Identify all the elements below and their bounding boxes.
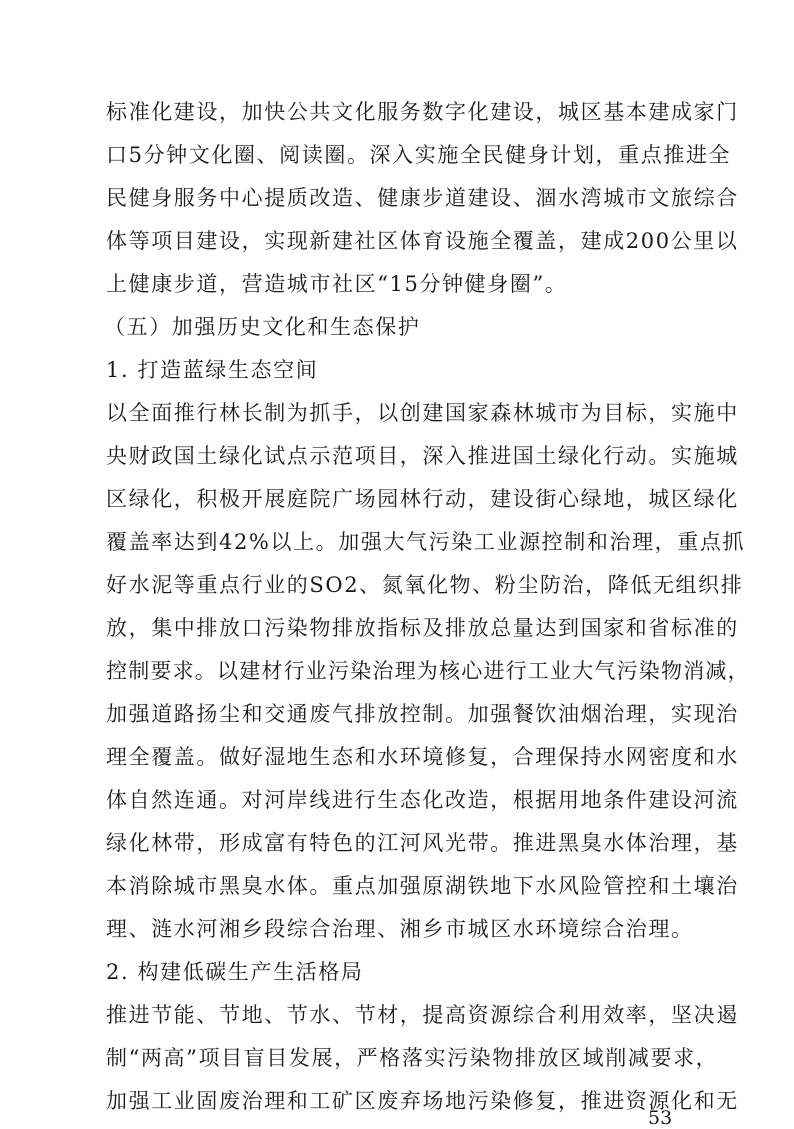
text-line: 加强道路扬尘和交通废气排放控制。加强餐饮油烟治理，实现治 [106,702,739,726]
subsection-heading: 2. 构建低碳生产生活格局 [106,960,364,984]
text-line: 标准化建设，加快公共文化服务数字化建设，城区基本建成家门 [106,100,739,124]
text-line: 绿化林带，形成富有特色的江河风光带。推进黑臭水体治理，基 [106,831,739,855]
page-number: 53 [648,1107,673,1129]
text-line: 区绿化，积极开展庭院广场园林行动，建设街心绿地，城区绿化 [106,487,739,511]
text-line: 推进节能、节地、节水、节材，提高资源综合利用效率，坚决遏 [106,1003,739,1027]
text-line: 民健身服务中心提质改造、健康步道建设、涸水湾城市文旅综合 [106,186,739,210]
text-line: 控制要求。以建材行业污染治理为核心进行工业大气污染物消减， [106,659,750,683]
subsection-heading: 1. 打造蓝绿生态空间 [106,358,319,382]
text-line: 口5分钟文化圈、阅读圈。深入实施全民健身计划，重点推进全 [106,143,732,167]
text-line: 制“两高”项目盲目发展，严格落实污染物排放区域削减要求， [106,1046,719,1070]
text-line: 本消除城市黑臭水体。重点加强原湖铁地下水风险管控和土壤治 [106,874,739,898]
text-line: 以全面推行林长制为抓手，以创建国家森林城市为目标，实施中 [106,401,739,425]
text-line: 覆盖率达到42%以上。加强大气污染工业源控制和治理，重点抓 [106,530,746,554]
text-line: 央财政国土绿化试点示范项目，深入推进国土绿化行动。实施城 [106,444,739,468]
text-line: 理全覆盖。做好湿地生态和水环境修复，合理保持水网密度和水 [106,745,739,769]
text-line: 体等项目建设，实现新建社区体育设施全覆盖，建成200公里以 [106,229,739,253]
text-line: 加强工业固废治理和工矿区废弃场地污染修复，推进资源化和无 [106,1089,739,1113]
text-line: 放，集中排放口污染物排放指标及排放总量达到国家和省标准的 [106,616,739,640]
text-line: 上健康步道，营造城市社区“15分钟健身圈”。 [106,272,568,296]
text-line: 理、涟水河湘乡段综合治理、湘乡市城区水环境综合治理。 [106,917,694,941]
text-line: 体自然连通。对河岸线进行生态化改造，根据用地条件建设河流 [106,788,739,812]
section-heading: （五）加强历史文化和生态保护 [104,315,421,339]
text-line: 好水泥等重点行业的SO2、氮氧化物、粉尘防治，降低无组织排 [106,573,744,597]
